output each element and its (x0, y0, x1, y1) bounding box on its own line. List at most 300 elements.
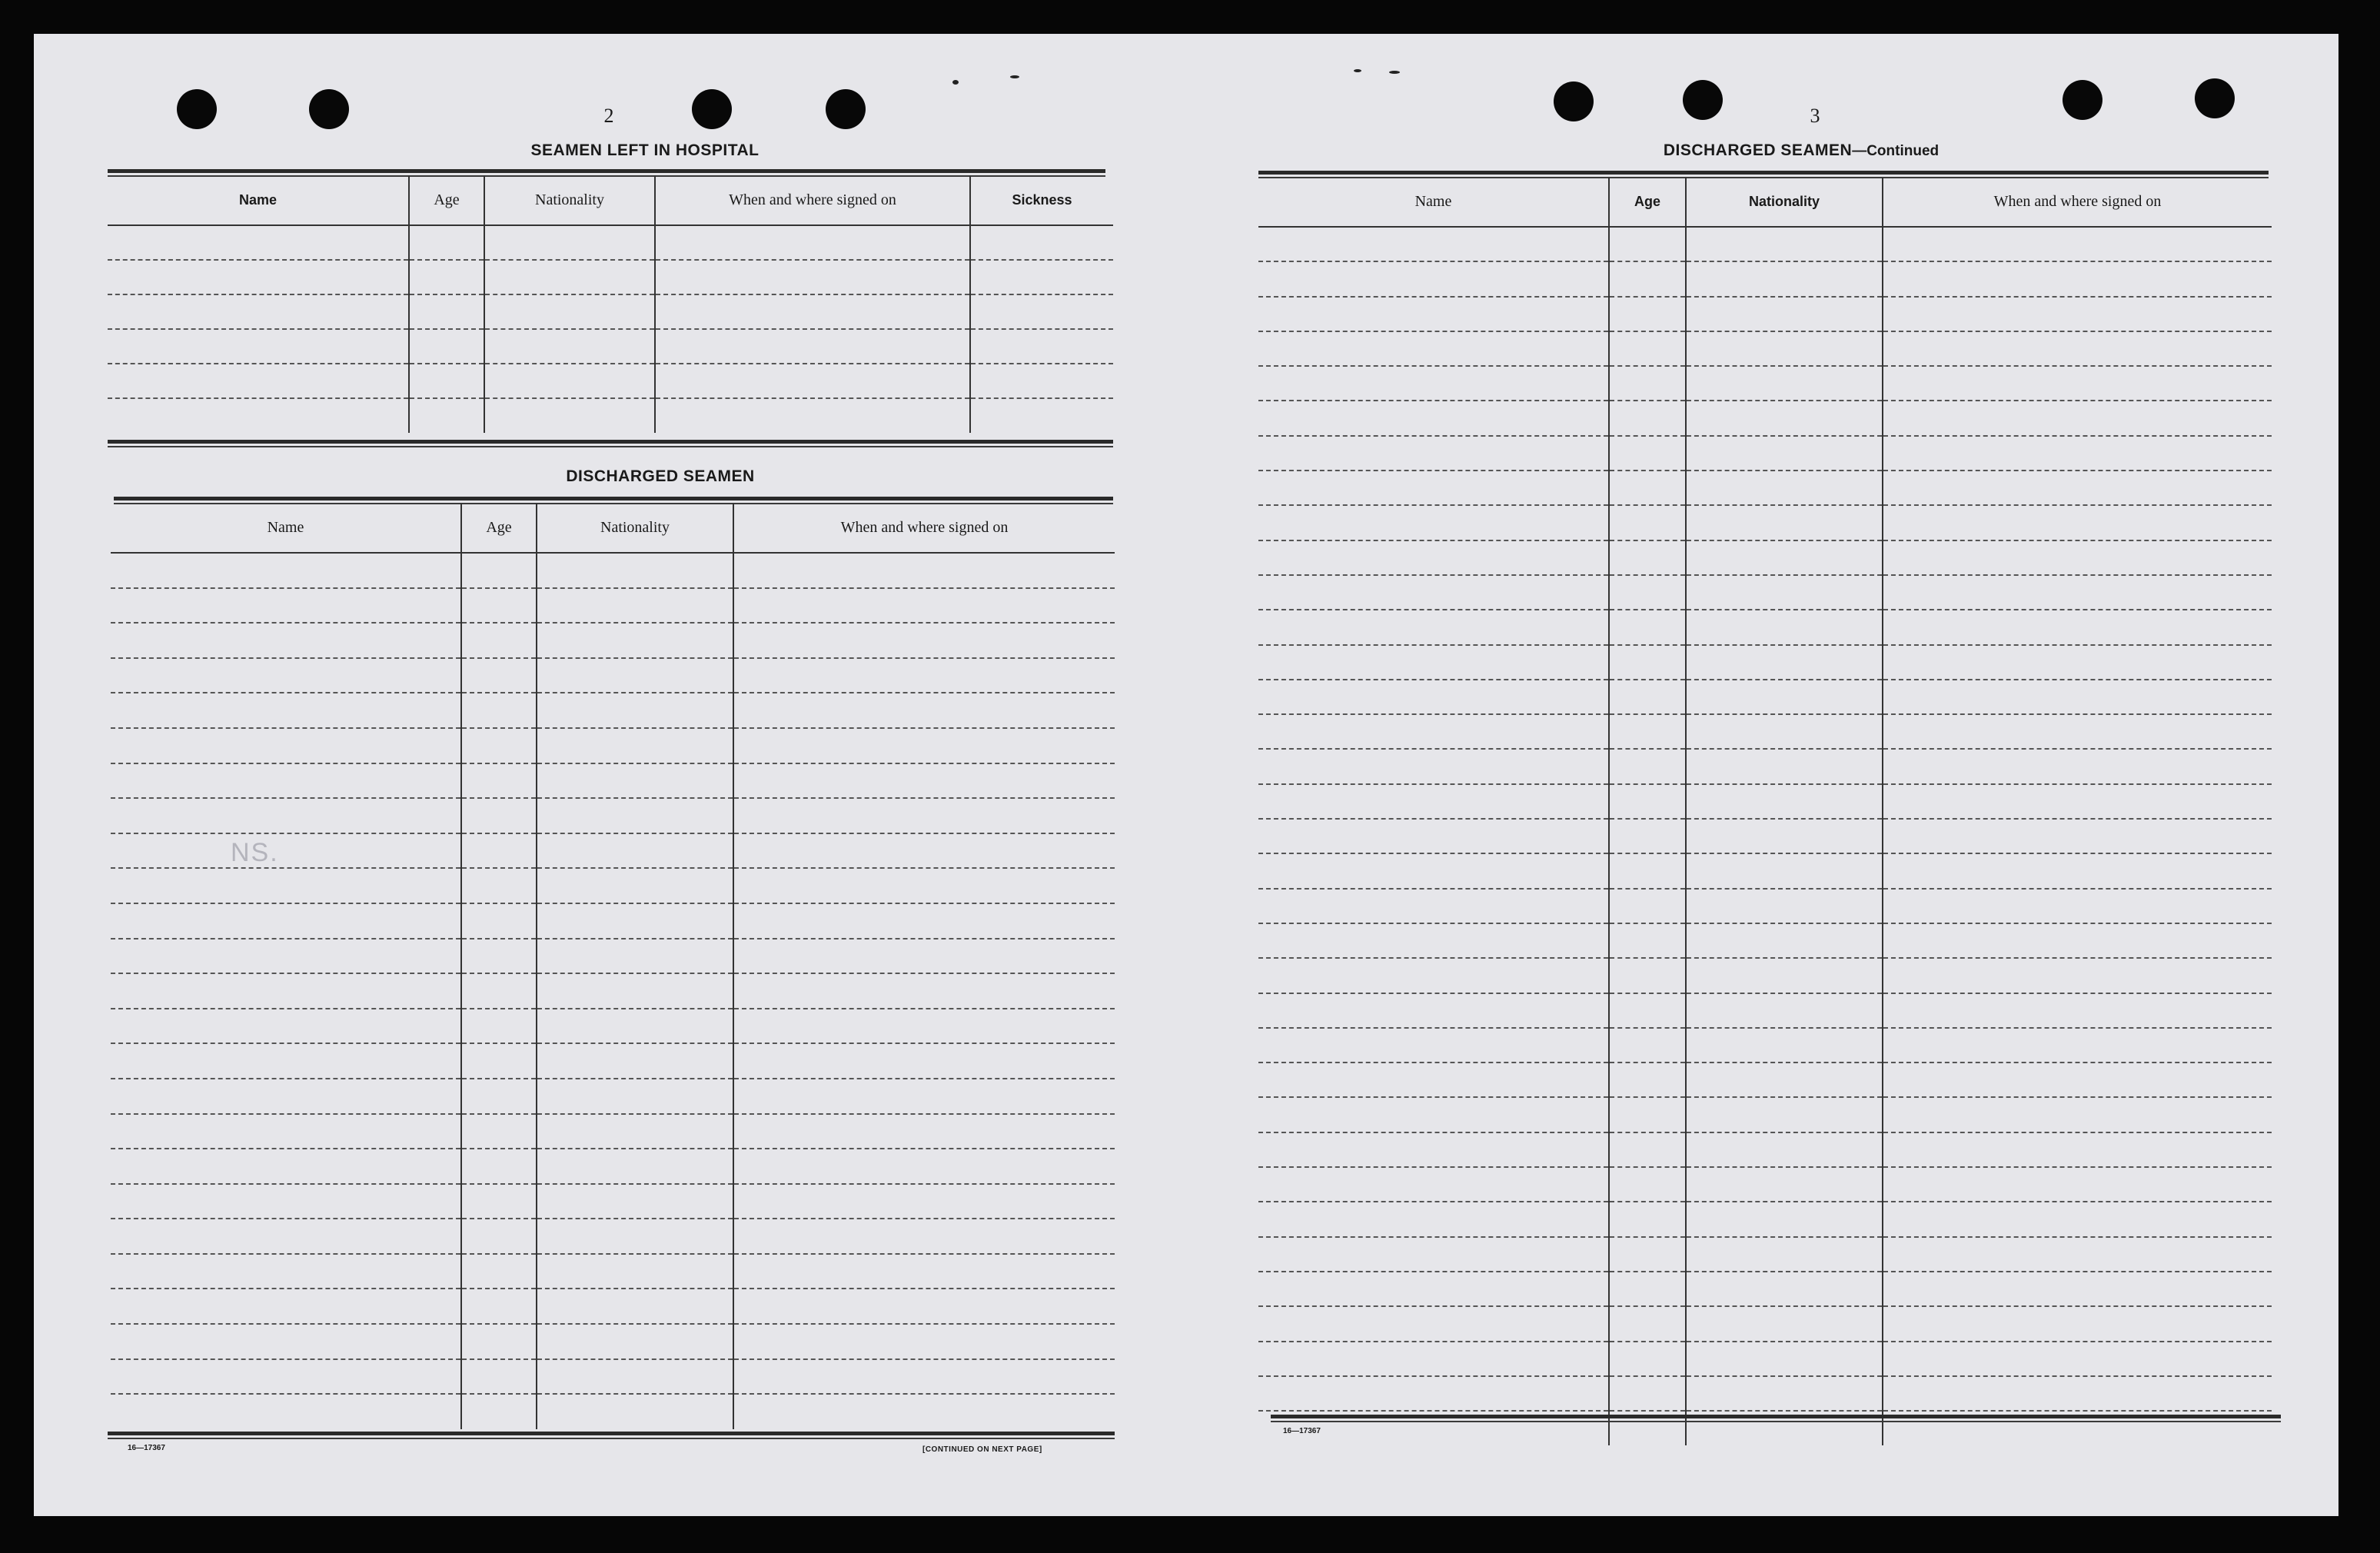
table-row (1258, 680, 2272, 714)
blank-cell (409, 225, 484, 260)
blank-cell (970, 329, 1113, 364)
blank-cell (655, 260, 970, 294)
blank-cell (970, 398, 1113, 433)
punch-hole (1683, 80, 1723, 120)
blank-cell (461, 903, 537, 939)
table-row (111, 588, 1115, 624)
blank-cell (537, 973, 733, 1009)
blank-cell (733, 1359, 1115, 1395)
blank-cell (484, 294, 655, 329)
blank-cell (111, 1289, 461, 1324)
blank-cell (1258, 227, 1609, 261)
blank-cell (111, 658, 461, 693)
blank-cell (461, 658, 537, 693)
table-row (111, 973, 1115, 1009)
blank-cell (108, 225, 409, 260)
blank-cell (111, 1149, 461, 1184)
table-row (111, 1219, 1115, 1254)
table-row (111, 1009, 1115, 1044)
blank-cell (1883, 1306, 2272, 1341)
blank-cell (461, 1114, 537, 1149)
discharged-section-title: DISCHARGED SEAMEN (566, 467, 755, 485)
table-row (1258, 1272, 2272, 1306)
table-row (111, 1079, 1115, 1114)
blank-cell (1883, 471, 2272, 505)
blank-cell (111, 1219, 461, 1254)
blank-cell (1258, 436, 1609, 471)
blank-cell (1686, 1028, 1883, 1062)
discharged-continued-table (1258, 177, 2272, 1445)
punch-hole (826, 89, 866, 129)
form-code: 16—17367 (1283, 1427, 1321, 1435)
blank-cell (461, 553, 537, 588)
blank-cell (1609, 1132, 1686, 1167)
blank-cell (111, 728, 461, 763)
blank-cell (461, 1394, 537, 1429)
blank-cell (1609, 366, 1686, 401)
blank-cell (461, 1324, 537, 1359)
table-row (1258, 1202, 2272, 1236)
table-row (111, 1254, 1115, 1289)
column-header-sickness: Sickness (970, 175, 1113, 225)
punch-hole (309, 89, 349, 129)
blank-cell (1609, 1202, 1686, 1236)
table-row (1258, 610, 2272, 644)
blank-cell (970, 294, 1113, 329)
blank-cell (1609, 749, 1686, 783)
document-sheet (34, 34, 2338, 1516)
blank-cell (111, 763, 461, 799)
blank-cell (1883, 540, 2272, 575)
blank-cell (733, 1079, 1115, 1114)
table-row (1258, 227, 2272, 261)
blank-cell (537, 798, 733, 833)
blank-cell (461, 833, 537, 869)
blank-cell (409, 364, 484, 398)
table-row (1258, 889, 2272, 923)
blank-cell (111, 939, 461, 974)
blank-cell (1883, 993, 2272, 1028)
table-row (1258, 505, 2272, 540)
blank-cell (1609, 923, 1686, 958)
blank-cell (537, 1289, 733, 1324)
blank-cell (484, 364, 655, 398)
blank-cell (1686, 1272, 1883, 1306)
table-row (111, 1184, 1115, 1219)
blank-cell (1258, 1306, 1609, 1341)
blank-cell (1258, 1062, 1609, 1097)
blank-cell (733, 798, 1115, 833)
table-row (108, 294, 1113, 329)
table-row (111, 1043, 1115, 1079)
blank-cell (1883, 853, 2272, 888)
blank-cell (655, 329, 970, 364)
blank-cell (537, 1324, 733, 1359)
table-row (1258, 1062, 2272, 1097)
blank-cell (111, 1394, 461, 1429)
discharged-continued-title: DISCHARGED SEAMEN—Continued (1663, 141, 1940, 159)
blank-cell (1258, 958, 1609, 993)
blank-cell (1883, 958, 2272, 993)
blank-cell (733, 1324, 1115, 1359)
blank-cell (1883, 1376, 2272, 1411)
table-row (1258, 993, 2272, 1028)
blank-cell (1258, 297, 1609, 331)
blank-cell (1883, 297, 2272, 331)
blank-cell (537, 1219, 733, 1254)
blank-cell (1686, 819, 1883, 853)
blank-cell (1883, 819, 2272, 853)
header-rule (108, 169, 1105, 173)
blank-cell (461, 798, 537, 833)
page-number: 2 (603, 105, 614, 127)
blank-cell (1609, 436, 1686, 471)
blank-cell (1609, 1272, 1686, 1306)
blank-cell (1883, 889, 2272, 923)
speck (952, 80, 959, 85)
blank-cell (111, 1359, 461, 1395)
table-row (1258, 853, 2272, 888)
blank-cell (733, 1219, 1115, 1254)
blank-cell (537, 1079, 733, 1114)
table-row (1258, 540, 2272, 575)
blank-cell (461, 693, 537, 728)
blank-cell (537, 728, 733, 763)
blank-cell (1258, 575, 1609, 610)
blank-cell (1609, 1306, 1686, 1341)
blank-cell (108, 260, 409, 294)
blank-cell (1258, 331, 1609, 366)
table-row (111, 623, 1115, 658)
blank-cell (1686, 436, 1883, 471)
blank-cell (733, 693, 1115, 728)
blank-cell (733, 1043, 1115, 1079)
blank-cell (1258, 923, 1609, 958)
blank-cell (461, 939, 537, 974)
table-row (1258, 714, 2272, 749)
table-row (111, 763, 1115, 799)
blank-cell (1609, 540, 1686, 575)
blank-cell (1686, 540, 1883, 575)
blank-cell (461, 1149, 537, 1184)
blank-cell (733, 903, 1115, 939)
blank-cell (1883, 1132, 2272, 1167)
table-row (111, 1324, 1115, 1359)
table-row (111, 1289, 1115, 1324)
table-row (108, 398, 1113, 433)
blank-cell (1258, 261, 1609, 296)
blank-cell (1609, 784, 1686, 819)
blank-cell (537, 939, 733, 974)
blank-cell (1686, 1306, 1883, 1341)
blank-cell (1686, 227, 1883, 261)
header-rule (1258, 171, 2269, 175)
blank-cell (111, 1079, 461, 1114)
blank-cell (1686, 923, 1883, 958)
blank-cell (1258, 1028, 1609, 1062)
blank-cell (655, 294, 970, 329)
blank-cell (1883, 575, 2272, 610)
blank-cell (111, 553, 461, 588)
blank-cell (537, 588, 733, 624)
table-row (1258, 331, 2272, 366)
blank-cell (537, 1043, 733, 1079)
blank-cell (1609, 575, 1686, 610)
blank-cell (1258, 471, 1609, 505)
blank-cell (1883, 436, 2272, 471)
blank-cell (1686, 297, 1883, 331)
hospital-table (108, 175, 1113, 433)
blank-cell (461, 973, 537, 1009)
blank-cell (1609, 993, 1686, 1028)
blank-cell (733, 553, 1115, 588)
blank-cell (1686, 261, 1883, 296)
blank-cell (1883, 1202, 2272, 1236)
table-row (1258, 575, 2272, 610)
blank-cell (1686, 714, 1883, 749)
blank-cell (111, 833, 461, 869)
blank-cell (484, 260, 655, 294)
blank-cell (111, 1114, 461, 1149)
blank-cell (655, 225, 970, 260)
blank-cell (111, 973, 461, 1009)
table-row (1258, 784, 2272, 819)
blank-cell (1258, 784, 1609, 819)
blank-cell (111, 1324, 461, 1359)
blank-cell (111, 1043, 461, 1079)
blank-cell (1609, 819, 1686, 853)
blank-cell (1609, 297, 1686, 331)
table-row (111, 939, 1115, 974)
blank-cell (1686, 1376, 1883, 1411)
blank-cell (1686, 784, 1883, 819)
blank-cell (1258, 1342, 1609, 1376)
blank-cell (1686, 366, 1883, 401)
blank-cell (1258, 749, 1609, 783)
blank-cell (461, 868, 537, 903)
blank-cell (1609, 889, 1686, 923)
blank-cell (1883, 1028, 2272, 1062)
table-row (1258, 1132, 2272, 1167)
table-row (1258, 1028, 2272, 1062)
blank-cell (461, 1079, 537, 1114)
blank-cell (733, 1184, 1115, 1219)
blank-cell (111, 1009, 461, 1044)
blank-cell (1883, 1237, 2272, 1272)
blank-cell (108, 398, 409, 433)
blank-cell (1609, 680, 1686, 714)
column-header-nationality: Nationality (1686, 177, 1883, 227)
column-header-age: Age (1609, 177, 1686, 227)
table-row (1258, 1306, 2272, 1341)
blank-cell (1686, 645, 1883, 680)
blank-cell (1258, 714, 1609, 749)
blank-cell (537, 833, 733, 869)
blank-cell (1686, 680, 1883, 714)
blank-cell (1883, 366, 2272, 401)
hospital-section-title: SEAMEN LEFT IN HOSPITAL (530, 141, 760, 159)
blank-cell (1609, 1167, 1686, 1202)
blank-cell (1609, 714, 1686, 749)
blank-cell (537, 868, 733, 903)
blank-cell (537, 1184, 733, 1219)
blank-cell (1609, 331, 1686, 366)
table-row (111, 553, 1115, 588)
blank-cell (1883, 1097, 2272, 1132)
blank-cell (1258, 610, 1609, 644)
table-row (1258, 1342, 2272, 1376)
table-row (1258, 958, 2272, 993)
blank-cell (1258, 366, 1609, 401)
blank-cell (1258, 1167, 1609, 1202)
blank-cell (1609, 1097, 1686, 1132)
blank-cell (970, 364, 1113, 398)
punch-hole (2063, 80, 2102, 120)
blank-cell (1609, 645, 1686, 680)
table-row (111, 798, 1115, 833)
table-row (111, 1394, 1115, 1429)
blank-cell (461, 1009, 537, 1044)
blank-cell (733, 658, 1115, 693)
blank-cell (1609, 401, 1686, 435)
blank-cell (1686, 993, 1883, 1028)
blank-cell (1883, 331, 2272, 366)
blank-cell (733, 1009, 1115, 1044)
table-row (1258, 749, 2272, 783)
blank-cell (733, 939, 1115, 974)
blank-cell (733, 1149, 1115, 1184)
blank-cell (1258, 1202, 1609, 1236)
table-row (1258, 819, 2272, 853)
blank-cell (1686, 1097, 1883, 1132)
table-row (111, 1359, 1115, 1395)
blank-cell (537, 623, 733, 658)
blank-cell (537, 1254, 733, 1289)
footer-rule (1271, 1415, 2281, 1418)
blank-cell (1609, 471, 1686, 505)
blank-cell (111, 623, 461, 658)
blank-cell (1686, 331, 1883, 366)
table-row (111, 868, 1115, 903)
punch-hole (177, 89, 217, 129)
blank-cell (1609, 610, 1686, 644)
blank-cell (1686, 958, 1883, 993)
blank-cell (461, 728, 537, 763)
blank-cell (1258, 1272, 1609, 1306)
blank-cell (733, 973, 1115, 1009)
blank-cell (733, 623, 1115, 658)
speck (1354, 69, 1361, 72)
blank-cell (1883, 1167, 2272, 1202)
footer-rule (108, 1432, 1115, 1435)
blank-cell (111, 1254, 461, 1289)
blank-cell (1258, 853, 1609, 888)
column-header-signed-on: When and where signed on (655, 175, 970, 225)
column-header-name: Name (108, 175, 409, 225)
table-row (1258, 923, 2272, 958)
blank-cell (409, 329, 484, 364)
blank-cell (1258, 1097, 1609, 1132)
blank-cell (1686, 401, 1883, 435)
blank-cell (733, 1254, 1115, 1289)
blank-cell (1686, 610, 1883, 644)
blank-cell (537, 553, 733, 588)
table-row (111, 1149, 1115, 1184)
blank-cell (461, 1043, 537, 1079)
table-row (1258, 297, 2272, 331)
blank-cell (970, 260, 1113, 294)
blank-cell (537, 658, 733, 693)
blank-cell (461, 623, 537, 658)
blank-cell (733, 588, 1115, 624)
blank-cell (1686, 1342, 1883, 1376)
blank-cell (655, 364, 970, 398)
blank-cell (461, 1359, 537, 1395)
blank-cell (1258, 993, 1609, 1028)
blank-cell (1686, 889, 1883, 923)
table-row (1258, 471, 2272, 505)
form-code: 16—17367 (128, 1444, 165, 1452)
blank-cell (108, 364, 409, 398)
blank-cell (1609, 853, 1686, 888)
table-row (1258, 1376, 2272, 1411)
blank-cell (733, 1394, 1115, 1429)
blank-cell (1609, 505, 1686, 540)
blank-cell (1883, 923, 2272, 958)
blank-cell (461, 763, 537, 799)
blank-cell (1883, 1342, 2272, 1376)
blank-cell (461, 588, 537, 624)
table-row (108, 260, 1113, 294)
column-header-nationality: Nationality (484, 175, 655, 225)
blank-cell (1609, 261, 1686, 296)
blank-cell (1609, 1062, 1686, 1097)
punch-hole (1554, 81, 1594, 121)
blank-cell (1883, 680, 2272, 714)
blank-cell (461, 1289, 537, 1324)
blank-cell (111, 798, 461, 833)
blank-cell (111, 868, 461, 903)
column-header-signed-on: When and where signed on (1883, 177, 2272, 227)
blank-cell (1686, 575, 1883, 610)
discharged-table (111, 503, 1115, 1429)
blank-cell (537, 1149, 733, 1184)
table-row (111, 1114, 1115, 1149)
blank-cell (1883, 505, 2272, 540)
blank-cell (1883, 610, 2272, 644)
column-header-signed-on: When and where signed on (733, 503, 1115, 553)
blank-cell (111, 588, 461, 624)
blank-cell (655, 398, 970, 433)
blank-cell (1258, 1237, 1609, 1272)
blank-cell (1686, 853, 1883, 888)
blank-cell (1258, 540, 1609, 575)
blank-cell (1609, 958, 1686, 993)
blank-cell (1686, 1202, 1883, 1236)
table-row (108, 329, 1113, 364)
blank-cell (1883, 1272, 2272, 1306)
blank-cell (1258, 680, 1609, 714)
speck (1010, 75, 1019, 78)
blank-cell (1686, 1237, 1883, 1272)
blank-cell (1883, 784, 2272, 819)
header-rule (114, 497, 1113, 500)
blank-cell (1686, 1062, 1883, 1097)
table-row (111, 903, 1115, 939)
blank-cell (1609, 1028, 1686, 1062)
blank-cell (1883, 227, 2272, 261)
blank-cell (537, 1114, 733, 1149)
